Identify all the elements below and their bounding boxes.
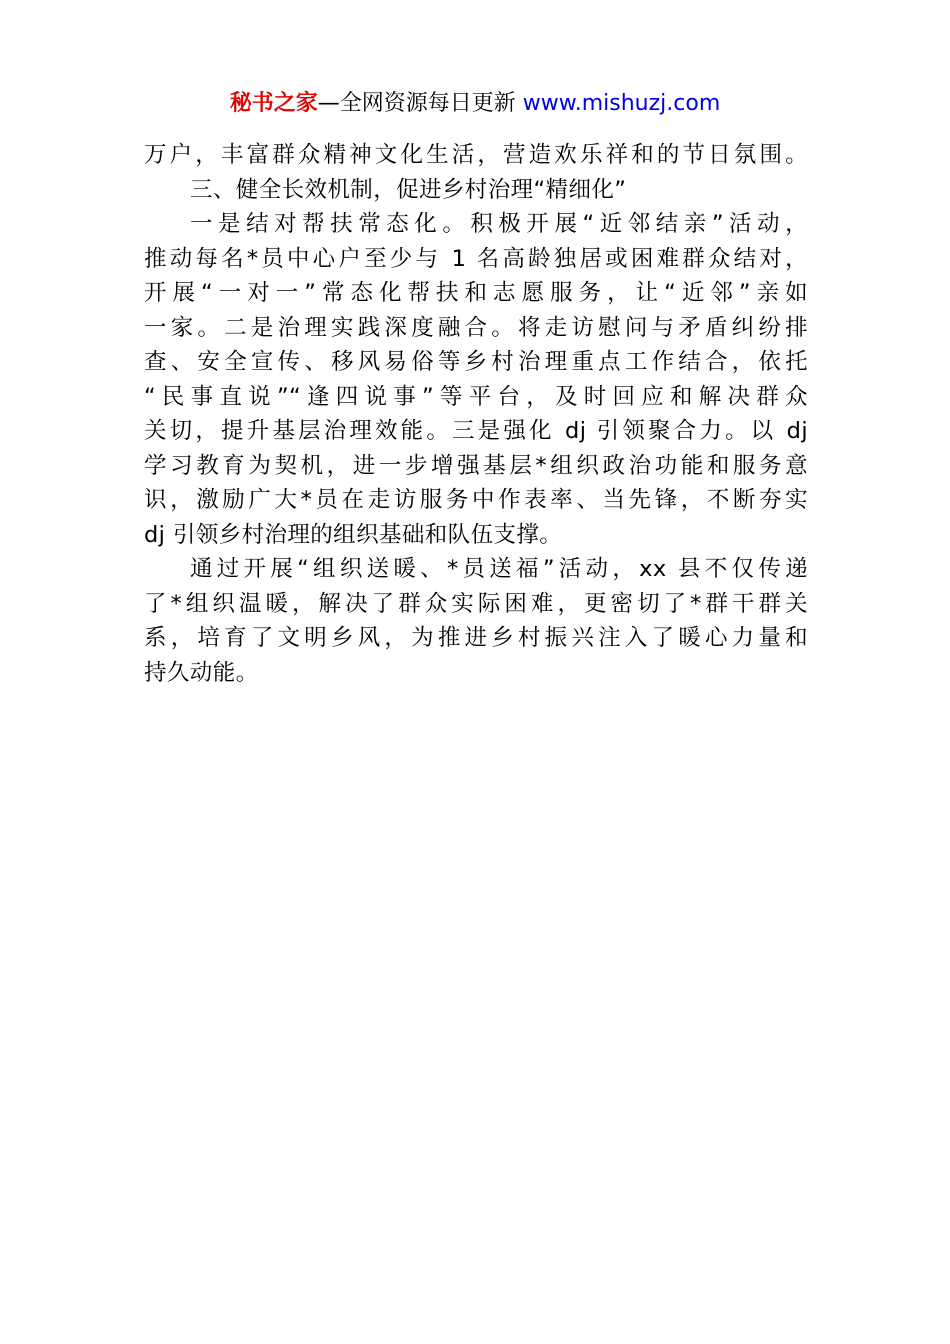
paragraph-line: 学习教育为契机，进一步增强基层*组织政治功能和服务意 <box>144 452 808 479</box>
paragraph-line: “民事直说”“逢四说事”等平台，及时回应和解决群众 <box>144 383 808 410</box>
paragraph-line: 持久动能。 <box>144 659 259 686</box>
paragraph-line: 关切，提升基层治理效能。三是强化 dj 引领聚合力。以 dj <box>144 418 808 444</box>
paragraph-line: 识，激励广大*员在走访服务中作表率、当先锋，不断夯实 <box>144 487 808 513</box>
paragraph-line: 通过开展“组织送暖、*员送福”活动，xx 县不仅传递 <box>190 556 808 582</box>
paragraph-line: 查、安全宣传、移风易俗等乡村治理重点工作结合，依托 <box>144 349 808 375</box>
paragraph-line: 开展“一对一”常态化帮扶和志愿服务，让“近邻”亲如 <box>144 280 808 306</box>
paragraph-line: dj 引领乡村治理的组织基础和队伍支撑。 <box>144 521 563 548</box>
paragraph-line: 系，培育了文明乡风，为推进乡村振兴注入了暖心力量和 <box>144 625 808 651</box>
paragraph-line: 了*组织温暖，解决了群众实际困难，更密切了*群干群关 <box>144 590 808 617</box>
section-heading: 三、健全长效机制，促进乡村治理“精细化” <box>190 176 627 203</box>
header-tagline: —全网资源每日更新 <box>317 91 516 116</box>
brand-name: 秘书之家 <box>229 91 318 116</box>
paragraph-line: 万户，丰富群众精神文化生活，营造欢乐祥和的节日氛围。 <box>144 142 808 168</box>
site-url-link[interactable]: www.mishuzj.com <box>522 91 721 116</box>
document-body <box>144 138 808 690</box>
paragraph-line: 推动每名*员中心户至少与 1 名高龄独居或困难群众结对， <box>144 245 808 272</box>
site-header <box>0 88 950 120</box>
paragraph-line: 一家。二是治理实践深度融合。将走访慰问与矛盾纠纷排 <box>144 314 808 341</box>
paragraph-line: 一是结对帮扶常态化。积极开展“近邻结亲”活动， <box>190 211 808 237</box>
